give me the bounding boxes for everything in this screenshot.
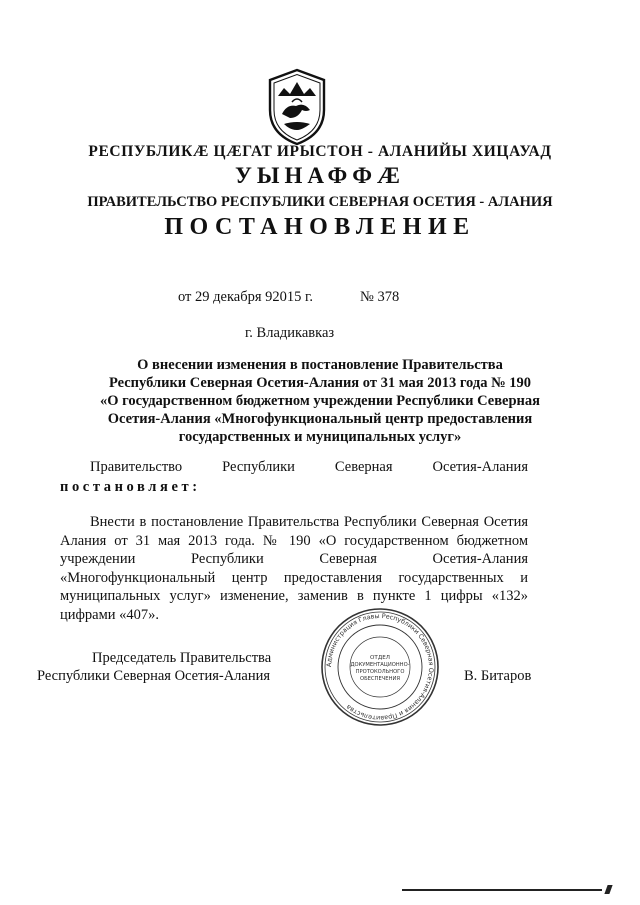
bottom-rule-mark [604, 885, 612, 894]
bottom-rule [402, 889, 602, 891]
document-city: г. Владикавказ [245, 325, 335, 341]
stamp-ring-text: Администрация Главы Республики Северная Осетия-Алания и Правительства [324, 611, 436, 723]
decree-word: постановляет: [60, 479, 201, 495]
signer-position-line2: Республики Северная Осетия-Алания [37, 668, 271, 684]
official-stamp [320, 606, 440, 728]
document-type: ПОСТАНОВЛЕНИЕ [164, 214, 476, 240]
coat-of-arms-emblem [262, 66, 332, 148]
signer-name: В. Битаров [464, 668, 532, 684]
subject-line: государственных и муниципальных услуг» [178, 429, 462, 445]
government-name: ПРАВИТЕЛЬСТВО РЕСПУБЛИКИ СЕВЕРНАЯ ОСЕТИЯ - АЛАНИЯ [87, 194, 553, 210]
stamp-center-line: ОБЕСПЕЧЕНИЯ [360, 676, 400, 682]
decree-paragraph: Внести в постановление Правительства Республики Северная Осетия Алания от 31 мая 2013 года. № 190 «О государственном бюджетном учреждении Республики Северная Осетия-Алания «Многофункциональный центр предоставления государственных и муниципальных услуг» изменение, заменив в пункте 1 цифры «132» цифрами «407». [60, 514, 528, 623]
document-subject [60, 356, 580, 446]
subject-line: «О государственном бюджетном учреждении Республики Северная [99, 393, 541, 409]
preamble-text: Правительство Республики Северная Осетия-Алания [90, 459, 528, 475]
preamble [60, 459, 528, 476]
subject-line: Осетия-Алания «Многофункциональный центр предоставления [107, 411, 533, 427]
stamp-center-line: ПРОТОКОЛЬНОГО [355, 669, 405, 675]
subject-line: Республики Северная Осетия-Алания от 31 мая 2013 года № 190 [108, 375, 532, 391]
document-type-ossetian: УЫНАФФӔ [234, 163, 406, 188]
stamp-center-line: ДОКУМЕНТАЦИОННО- [350, 662, 410, 668]
stamp-center-line: ОТДЕЛ [370, 655, 390, 661]
document-date: от 29 декабря 92015 г. [178, 289, 313, 305]
signer-position-line1: Председатель Правительства [92, 650, 272, 666]
document-number: № 378 [360, 289, 400, 305]
subject-line: О внесении изменения в постановление Правительства [137, 357, 503, 373]
republic-name-ossetian: РЕСПУБЛИКӔ ЦӔГАТ ИРЫСТОН - АЛАНИЙЫ ХИЦАУАД [88, 143, 552, 160]
